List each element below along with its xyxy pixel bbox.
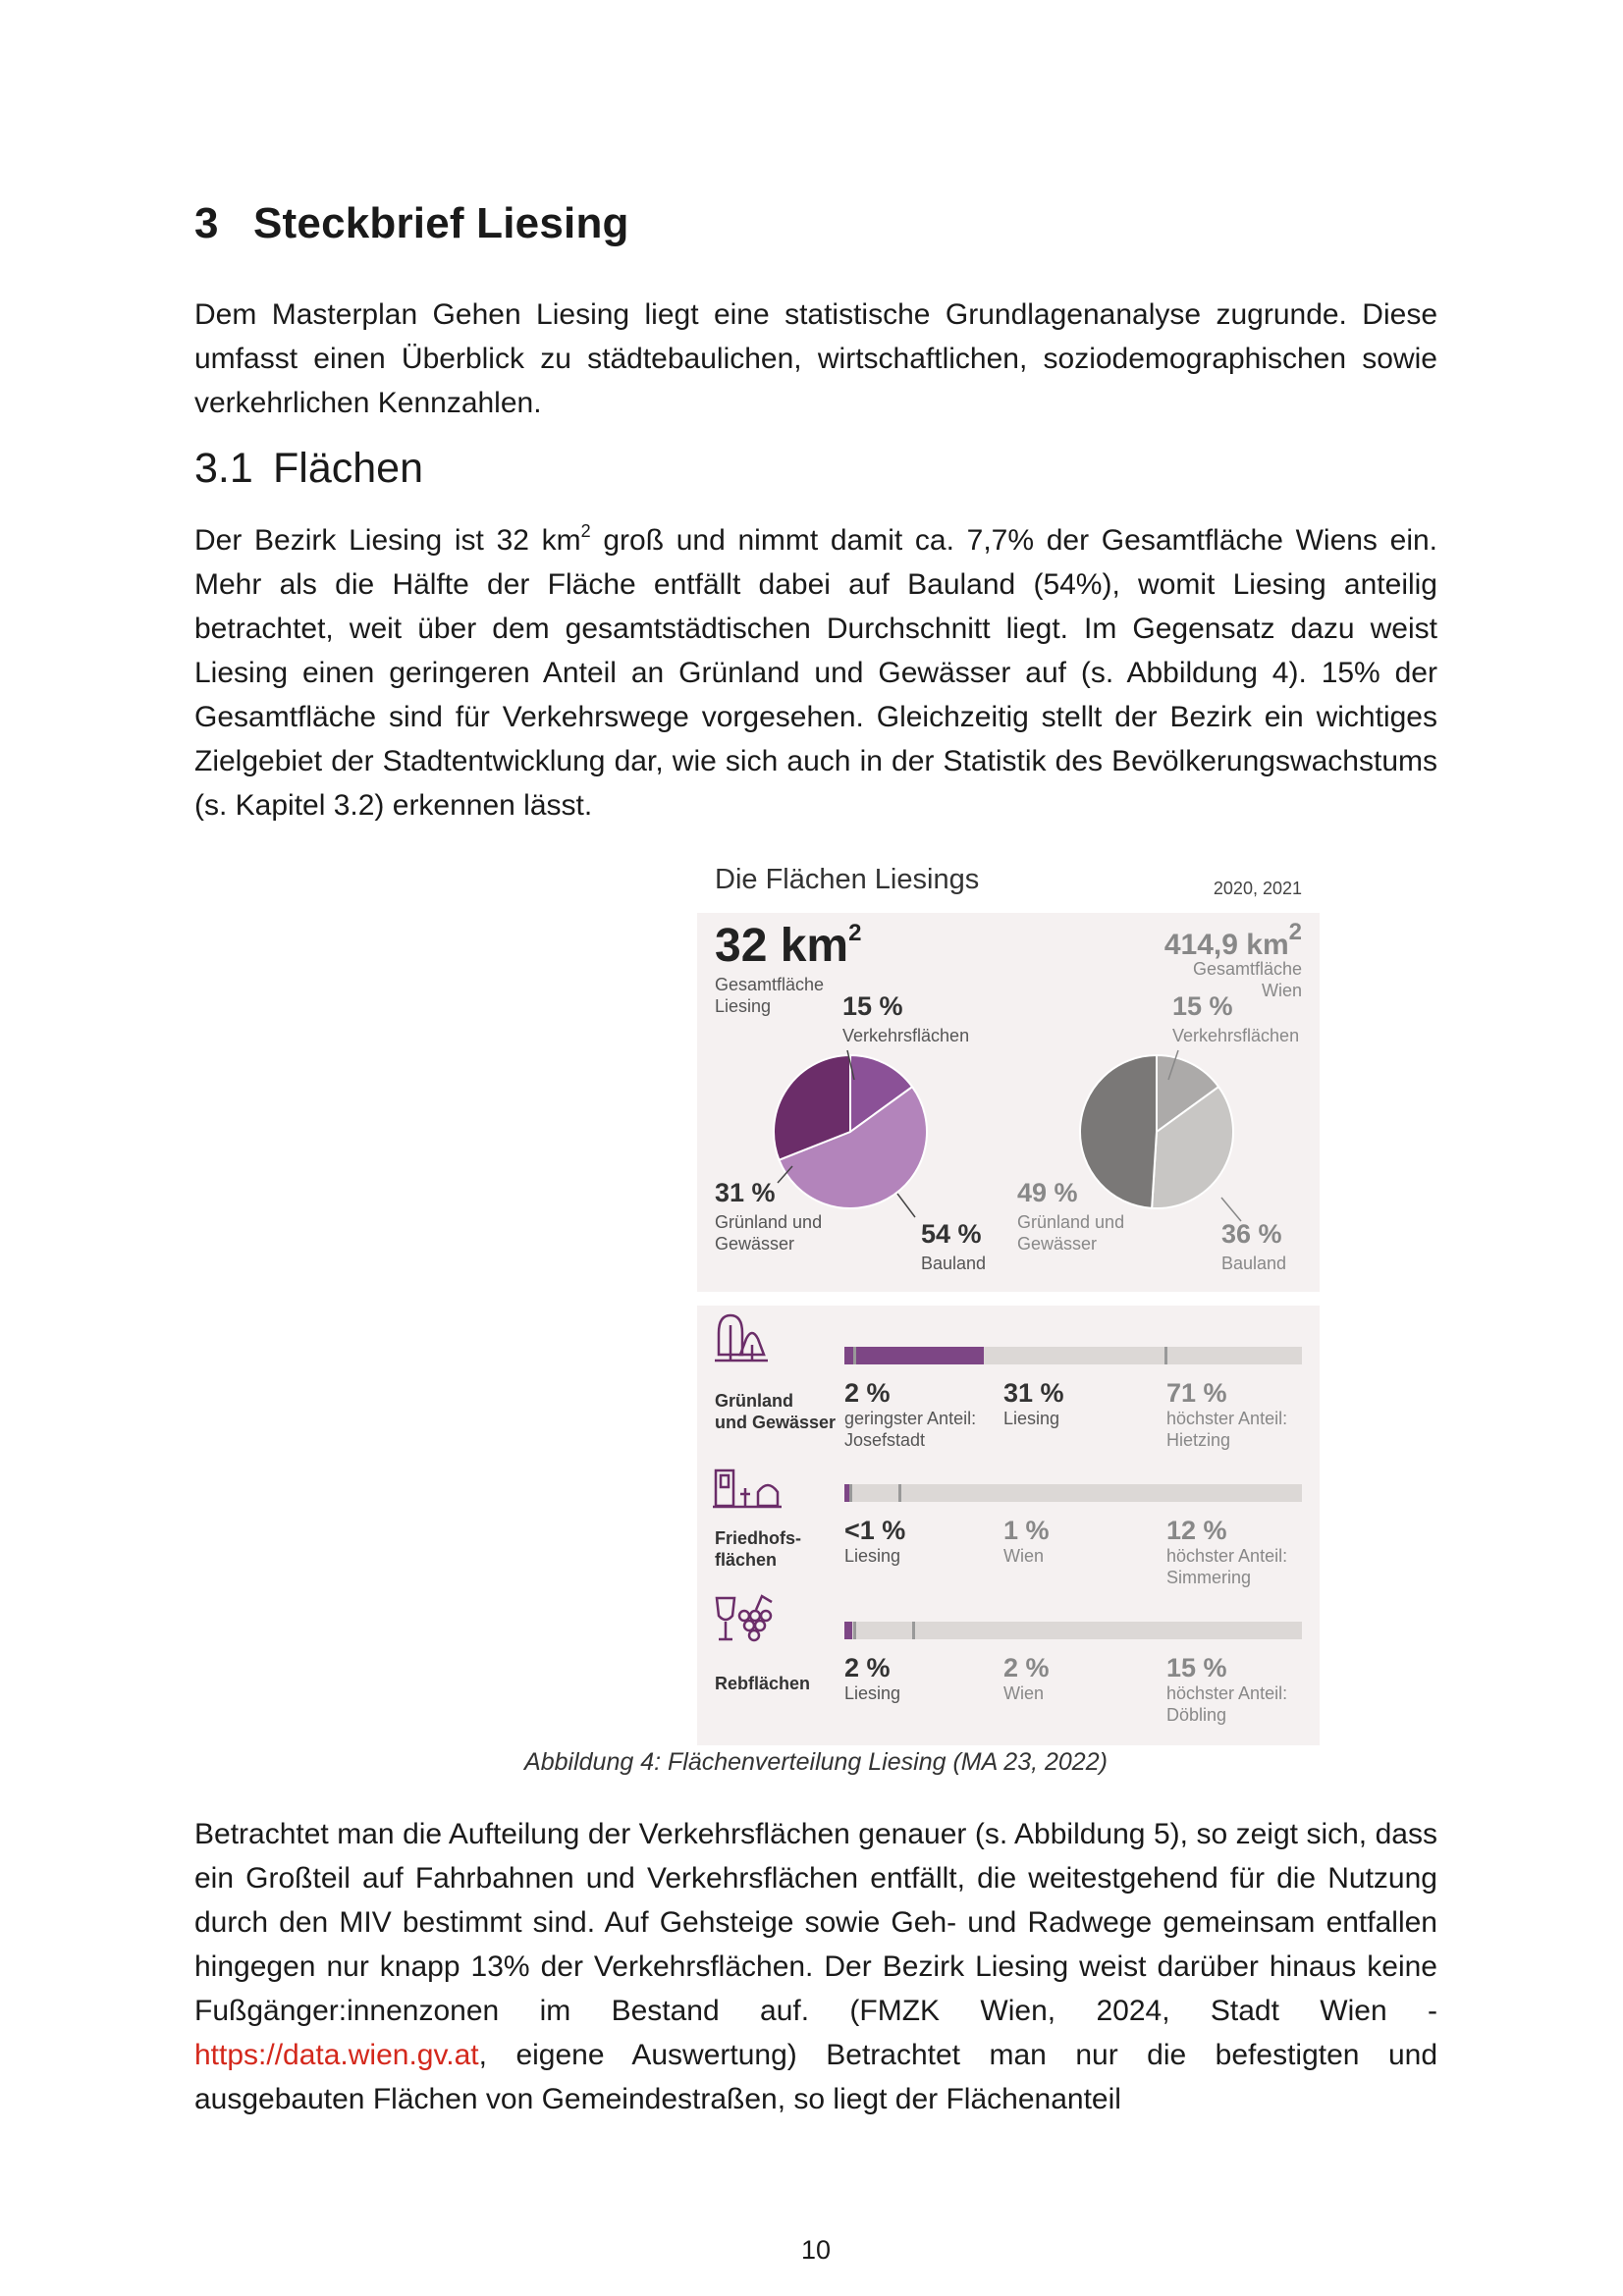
row-gruenland-min	[844, 1378, 976, 1451]
wien-gruen-line1: Grünland und	[1017, 1212, 1125, 1232]
row-friedhof-max-value: 12 %	[1166, 1516, 1227, 1545]
wien-area-sup: 2	[1288, 919, 1302, 945]
bar-reb-tick-max	[912, 1622, 915, 1639]
figure-caption: Abbildung 4: Flächenverteilung Liesing (MA 23, 2022)	[524, 1748, 1108, 1776]
bar-friedhof	[844, 1484, 1302, 1502]
intro-paragraph: Dem Masterplan Gehen Liesing liegt eine statistische Grundlagenanalyse zugrunde. Diese umfasst einen Überblick zu städtebaulichen, wirtschaftlichen, soziodemographischen sowie verkehrlichen Kennzahlen.	[194, 298, 1437, 419]
liesing-label-line1: Gesamtfläche	[715, 975, 825, 994]
row-friedhof-wien-desc: Wien	[1003, 1546, 1045, 1566]
bar-friedhof-tick-wien	[849, 1484, 852, 1502]
row-gruenland-max-desc: höchster Anteil:	[1166, 1409, 1288, 1428]
liesing-gruen-line2: Gewässer	[715, 1234, 795, 1254]
superscript: 2	[580, 521, 591, 541]
bar-reb	[844, 1622, 1302, 1639]
wien-area-value: 414,9 km	[1163, 929, 1289, 961]
liesing-verkehr-pct: 15 %	[842, 991, 903, 1021]
row-gruenland-category	[715, 1390, 836, 1433]
bar-friedhof-tick-max	[898, 1484, 901, 1502]
row-friedhof-wien	[1003, 1516, 1050, 1567]
chapter-heading	[194, 199, 629, 248]
row-friedhof-max-desc: höchster Anteil:	[1166, 1546, 1288, 1566]
row-gruenland-min-district: Josefstadt	[844, 1430, 926, 1450]
wien-label-line2: Wien	[1261, 981, 1302, 1000]
bar-gruenland-fill	[844, 1347, 984, 1364]
trees-icon	[713, 1309, 772, 1364]
row-friedhof-liesing	[844, 1516, 905, 1567]
pie-liesing	[774, 1055, 927, 1208]
row-friedhof-category	[715, 1527, 801, 1571]
bar-reb-tick-wien	[853, 1622, 856, 1639]
traffic-paragraph-start: Betrachtet man die Aufteilung der Verkehrsflächen genauer (s. Abbildung 5), so zeigt sich, dass ein Großteil auf Fahrbahnen und Verkehrsflächen entfällt, die weitestgehend für die Nutzung durch den MIV bestimmt sind. Auf Gehsteige sowie Geh- und Radwege gemeinsam entfallen hingegen nur knapp 13% der Verkehrsflächen. Der Bezirk Liesing weist darüber hinaus keine Fußgänger:innenzonen im Bestand auf. (FMZK Wien, 2024, Stadt Wien -	[194, 1818, 1437, 2027]
row-reb-wien-desc: Wien	[1003, 1683, 1045, 1703]
row-reb-max	[1166, 1653, 1287, 1726]
pie-panel	[697, 913, 1320, 1292]
pie-charts	[697, 913, 1320, 1292]
liesing-gruen-pct: 31 %	[715, 1178, 776, 1207]
bar-panel	[697, 1306, 1320, 1745]
row-gruenland-min-value: 2 %	[844, 1378, 891, 1408]
pie-wien	[1080, 1055, 1233, 1208]
bar-gruenland-tick-min	[853, 1347, 856, 1364]
liesing-area-sup: 2	[848, 920, 862, 946]
wien-gruen-pct: 49 %	[1017, 1178, 1078, 1207]
row-reb-max-desc: höchster Anteil:	[1166, 1683, 1288, 1703]
leader-liesing-bau	[897, 1194, 915, 1217]
row-friedhof-max	[1166, 1516, 1287, 1588]
wine-grapes-icon	[713, 1592, 778, 1653]
figure-areas-liesing	[697, 852, 1320, 1745]
liesing-gruen-line1: Grünland und	[715, 1212, 823, 1232]
pie-wien-slice-grünland-und-gewässer	[1080, 1055, 1157, 1208]
section-number: 3.1	[194, 445, 253, 492]
data-wien-link[interactable]: https://data.wien.gv.at	[194, 2039, 479, 2071]
traffic-paragraph	[194, 1812, 1437, 2121]
traffic-paragraph-rest: , eigene Auswertung) Betrachtet man nur die befestigten und ausgebauten Flächen von Gemeindestraßen, so liegt der Flächenanteil	[194, 2039, 1437, 2115]
row-reb-liesing-desc: Liesing	[844, 1683, 901, 1703]
row-reb-liesing	[844, 1653, 900, 1704]
bar-reb-fill	[844, 1622, 852, 1639]
row-gruenland-min-desc: geringster Anteil:	[844, 1409, 977, 1428]
area-paragraph-rest: groß und nimmt damit ca. 7,7% der Gesamtfläche Wiens ein. Mehr als die Hälfte der Fläche entfällt dabei auf Bauland (54%), womit Liesing anteilig betrachtet, weit über dem gesamtstädtischen Durchschnitt liegt. Im Gegensatz dazu weist Liesing einen geringeren Anteil an Grünland und Gewässer auf (s. Abbildung 4). 15% der Gesamtfläche sind für Verkehrswege vorgesehen. Gleichzeitig stellt der Bezirk ein wichtiges Zielgebiet der Stadtentwicklung dar, wie sich auch in der Statistik des Bevölkerungswachstums (s. Kapitel 3.2) erkennen lässt.	[194, 524, 1438, 822]
liesing-bau-label: Bauland	[921, 1254, 987, 1273]
row-gruenland-cat1: Grünland	[715, 1391, 793, 1411]
area-paragraph	[194, 518, 1437, 828]
row-reb-wien-value: 2 %	[1003, 1653, 1050, 1682]
row-gruenland-max	[1166, 1378, 1287, 1451]
liesing-area-value: 32 km	[715, 920, 849, 972]
row-gruenland-liesing-value: 31 %	[1003, 1378, 1064, 1408]
row-gruenland-liesing-desc: Liesing	[1003, 1409, 1060, 1428]
row-reb-cat1: Rebflächen	[715, 1674, 811, 1693]
row-friedhof-cat1: Friedhofs-	[715, 1528, 801, 1548]
row-gruenland-cat2: und Gewässer	[715, 1413, 837, 1432]
section-title: Flächen	[273, 445, 423, 492]
row-gruenland-max-district: Hietzing	[1166, 1430, 1231, 1450]
wien-label-line1: Gesamtfläche	[1192, 959, 1302, 979]
cemetery-icon	[713, 1467, 782, 1510]
wien-bau-label: Bauland	[1221, 1254, 1287, 1273]
bar-gruenland	[844, 1347, 1302, 1364]
bar-gruenland-tick-max	[1164, 1347, 1167, 1364]
row-gruenland-max-value: 71 %	[1166, 1378, 1227, 1408]
liesing-verkehr-label: Verkehrsflächen	[842, 1026, 970, 1045]
row-gruenland-liesing	[1003, 1378, 1064, 1429]
row-reb-category	[715, 1673, 810, 1694]
chapter-number: 3	[194, 199, 219, 247]
area-paragraph-start: Der Bezirk Liesing ist 32 km	[194, 524, 581, 557]
wien-verkehr-label: Verkehrsflächen	[1172, 1026, 1300, 1045]
row-reb-liesing-value: 2 %	[844, 1653, 891, 1682]
leader-wien-bau	[1221, 1198, 1241, 1221]
figure-title: Die Flächen Liesings	[715, 864, 980, 895]
liesing-bau-pct: 54 %	[921, 1219, 982, 1249]
row-friedhof-max-district: Simmering	[1166, 1568, 1252, 1587]
liesing-label-line2: Liesing	[715, 996, 772, 1016]
figure-year: 2020, 2021	[1213, 879, 1302, 898]
wien-gruen-line2: Gewässer	[1017, 1234, 1098, 1254]
section-heading	[194, 445, 423, 493]
row-friedhof-liesing-desc: Liesing	[844, 1546, 901, 1566]
row-friedhof-liesing-value: <1 %	[844, 1516, 906, 1545]
row-friedhof-wien-value: 1 %	[1003, 1516, 1050, 1545]
page-number: 10	[800, 2235, 832, 2265]
wien-verkehr-pct: 15 %	[1172, 991, 1233, 1021]
chapter-title: Steckbrief Liesing	[253, 199, 629, 247]
row-reb-wien	[1003, 1653, 1050, 1704]
row-reb-max-value: 15 %	[1166, 1653, 1227, 1682]
row-friedhof-cat2: flächen	[715, 1550, 778, 1570]
wien-bau-pct: 36 %	[1221, 1219, 1282, 1249]
row-reb-max-district: Döbling	[1166, 1705, 1227, 1725]
